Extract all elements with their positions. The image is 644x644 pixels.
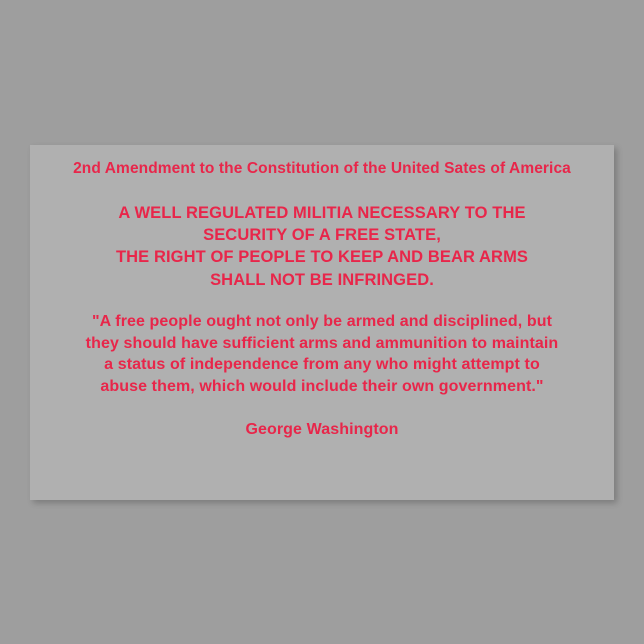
quote-line-3: a status of independence from any who might attempt to [104,356,540,374]
spacer-after-quote [48,397,596,419]
sticker-card [30,145,614,500]
quote-line-4: abuse them, which would include their own government." [100,377,544,395]
amendment-line-3: THE RIGHT OF PEOPLE TO KEEP AND BEAR ARMS [115,248,529,267]
spacer-after-amendment [48,291,596,311]
amendment-line-2: SECURITY OF A FREE STATE, [203,226,441,245]
quote-line-2: they should have sufficient arms and ammunition to maintain [85,334,559,352]
quote-line-1: "A free people ought not only be armed and disciplined, but [91,312,553,330]
amendment-line-1: A WELL REGULATED MILITIA NECESSARY TO THE [118,203,526,222]
amendment-text [54,202,590,291]
sticker-title: 2nd Amendment to the Constitution of the United Sates of America [73,160,571,177]
spacer-after-title [48,180,596,202]
amendment-line-4: SHALL NOT BE INFRINGED. [210,270,434,289]
quote-text [50,311,594,397]
quote-author: George Washington [245,421,399,439]
